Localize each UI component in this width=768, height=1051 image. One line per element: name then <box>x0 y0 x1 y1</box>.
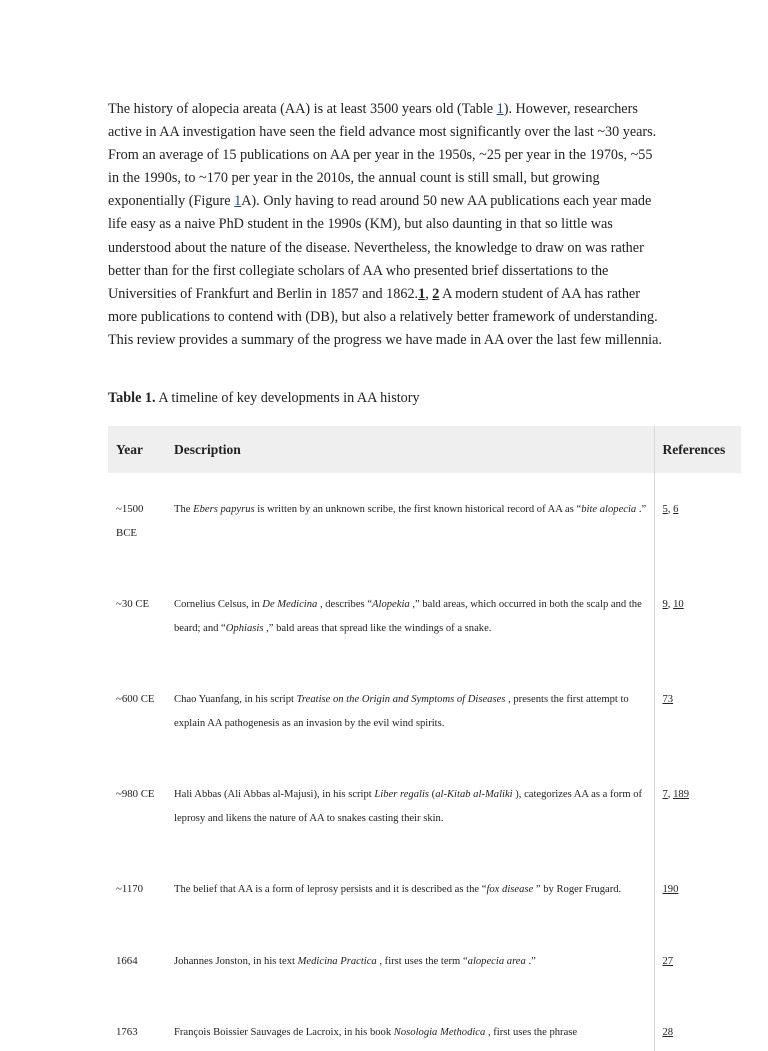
reference-link[interactable]: 5 <box>662 504 668 515</box>
intro-text: A modern student of AA has rather more publications to contend with (DB), but also a relatively better framework of understanding. This review provides a summary of the progress we have made in AA over the last few millennia. <box>108 285 662 348</box>
references-cell <box>654 997 741 1051</box>
timeline-table <box>108 426 741 1051</box>
references-cell <box>654 664 741 759</box>
references-cell: 9, 10 <box>654 569 741 664</box>
description-cell: François Boissier Sauvages de Lacroix, in his book Nosologia Methodica , first uses the phrase <box>174 1027 578 1038</box>
references-cell: 7, 189 <box>654 759 741 854</box>
table-header-row <box>108 426 741 473</box>
year-cell: 1763 <box>116 1026 138 1038</box>
figure-link[interactable]: 1 <box>234 193 242 210</box>
table-row <box>108 854 741 926</box>
column-header-description: Description <box>166 426 654 473</box>
column-header-references: References <box>654 426 741 473</box>
reference-link[interactable]: 10 <box>673 599 684 610</box>
reference-link[interactable]: 27 <box>662 955 674 967</box>
reference-link[interactable]: 9 <box>662 599 668 610</box>
intro-text: ). However, researchers active in AA investigation have seen the field advance most significantly over the last ~30 years. From an average of 15 publications on AA per year in the 1950s, ~25 per year in the 1970s, ~55 in the 1990s, to ~170 per year in the 2010s, the annual count is still small, but growing exponentially (Figure <box>108 101 657 210</box>
intro-text: A). Only having to read around 50 new AA publications each year made life easy as a naive PhD student in the 1990s (KM), but also daunting in that so little was understood about the nature of the disease. Nevertheless, the knowledge to draw on was rather better than for the first collegiate scholars of AA who presented brief dissertations to the Universities of Frankfurt and Berlin in 1857 and 1862. <box>108 193 652 302</box>
reference-link[interactable]: 7 <box>662 789 668 800</box>
reference-link[interactable]: 28 <box>662 1027 674 1038</box>
table-link[interactable]: 1 <box>496 101 504 117</box>
year-cell: 1664 <box>116 954 138 967</box>
citation-separator: , <box>425 285 433 302</box>
year-cell: ~600 CE <box>116 693 155 705</box>
reference-link[interactable]: 73 <box>662 694 674 705</box>
citation-link[interactable]: 1 <box>418 285 426 302</box>
year-cell: ~1170 <box>116 883 144 895</box>
citation-link[interactable]: 2 <box>432 285 440 302</box>
year-cell: ~980 CE <box>116 788 155 800</box>
reference-link[interactable]: 190 <box>662 884 679 895</box>
table-row <box>108 759 741 854</box>
table-row <box>108 569 741 664</box>
references-cell: 5, 6 <box>654 473 741 569</box>
year-cell: ~1500 BCE <box>116 503 144 539</box>
references-cell <box>654 854 741 926</box>
description-cell: Chao Yuanfang, in his script Treatise on the Origin and Symptoms of Diseases , presents the first attempt to explain AA pathogenesis as an invasion by the evil wind spirits. <box>174 694 629 729</box>
column-header-year: Year <box>108 426 166 473</box>
description-cell: The Ebers papyrus is written by an unknown scribe, the first known historical record of AA as “bite alopecia .” <box>174 504 647 515</box>
year-cell: ~30 CE <box>116 598 150 610</box>
description-cell: Hali Abbas (Ali Abbas al-Majusi), in his script Liber regalis (al-Kitab al-Maliki ), categorizes AA as a form of leprosy and likens the nature of AA to snakes casting their skin. <box>174 789 643 824</box>
table-row <box>108 997 741 1051</box>
intro-paragraph <box>108 98 664 352</box>
table-caption <box>108 390 420 407</box>
description-cell: Cornelius Celsus, in De Medicina , describes “Alopekia ,” bald areas, which occurred in both the scalp and the beard; and “Ophiasis ,” bald areas that spread like the windings of a snake. <box>174 599 642 634</box>
references-cell <box>654 926 741 998</box>
intro-text: The history of alopecia areata (AA) is at least 3500 years old (Table <box>108 101 497 117</box>
table-row <box>108 664 741 759</box>
table-caption-text: A timeline of key developments in AA history <box>155 390 420 406</box>
table-row <box>108 473 741 569</box>
reference-link[interactable]: 6 <box>673 504 679 515</box>
description-cell: Johannes Jonston, in his text Medicina Practica , first uses the term “alopecia area .” <box>174 955 536 967</box>
table-caption-label: Table 1. <box>108 390 156 406</box>
description-cell: The belief that AA is a form of leprosy persists and it is described as the “fox disease ” by Roger Frugard. <box>174 884 622 895</box>
table-row <box>108 926 741 998</box>
reference-link[interactable]: 189 <box>673 789 689 800</box>
